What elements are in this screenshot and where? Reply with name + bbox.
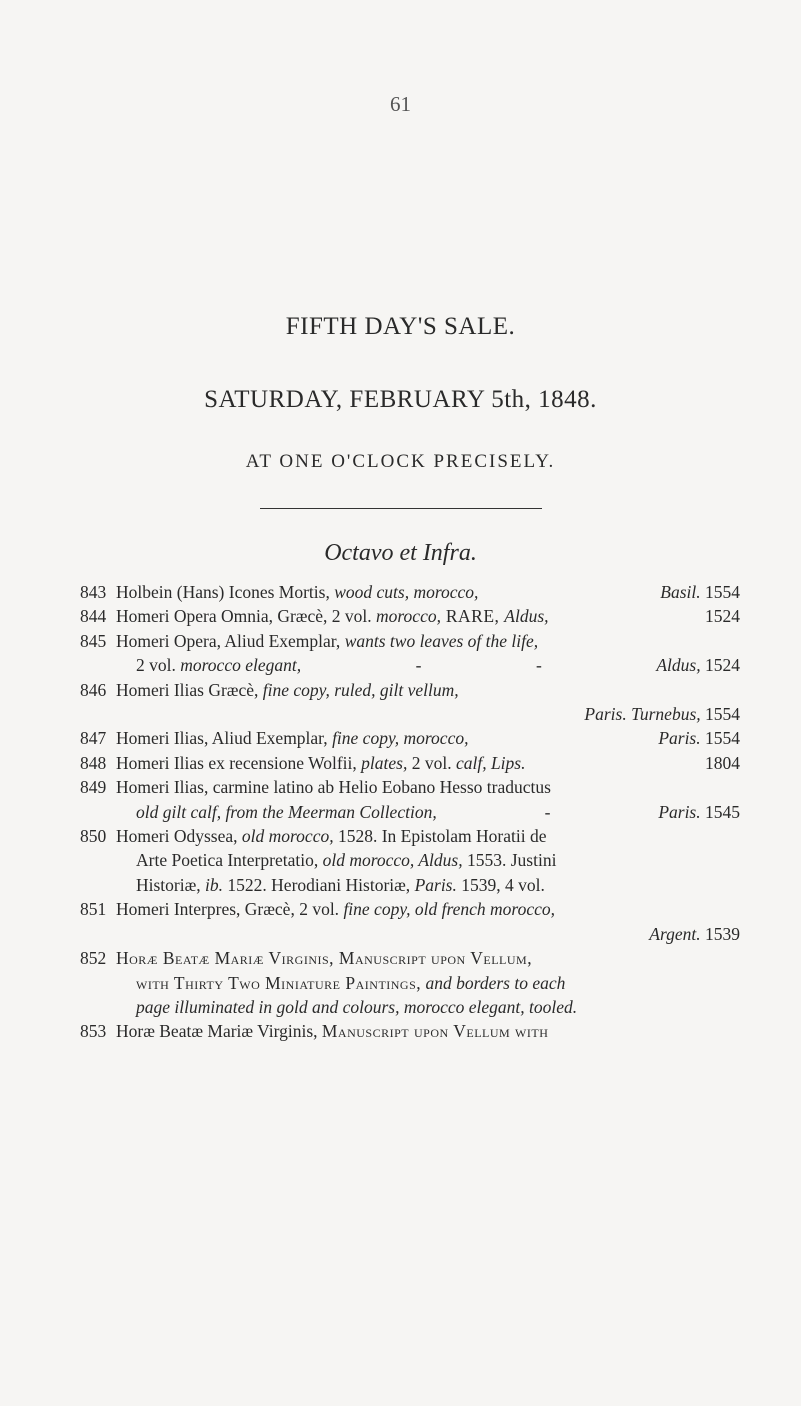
- entry-text: Homeri Odyssea,: [116, 826, 242, 847]
- lot-number: 843: [80, 582, 107, 602]
- entry-text: 1553. Justini: [462, 850, 557, 871]
- entry-line: [116, 946, 740, 970]
- entry-year: 1545: [700, 801, 740, 822]
- entry-line: [116, 971, 740, 995]
- catalogue-entry: [80, 946, 740, 1019]
- catalogue-entry: [80, 751, 740, 775]
- entry-line: [116, 702, 740, 726]
- entry-text: Horæ Beatæ Mariæ Virginis, Manuscript upon Vellum,: [116, 948, 533, 969]
- entry-year: 1804: [705, 752, 740, 773]
- entry-line: [116, 726, 740, 750]
- catalogue-entry: [80, 604, 740, 628]
- entry-text: 1528. In Epistolam Horatii de: [333, 826, 547, 847]
- sale-time: AT ONE O'CLOCK PRECISELY.: [245, 451, 556, 472]
- entry-text: Homeri Ilias Græcè,: [116, 679, 263, 700]
- sale-date: SATURDAY, FEBRUARY 5th, 1848.: [204, 386, 597, 413]
- catalogue-entry: [80, 1019, 740, 1043]
- entry-text: 2 vol.: [136, 655, 181, 676]
- entry-line: [116, 922, 740, 946]
- catalogue-entry: [80, 824, 740, 897]
- catalogue-entry: [80, 775, 740, 824]
- entry-text: 1539, 4 vol.: [456, 874, 545, 895]
- entry-place: Paris.: [658, 801, 701, 822]
- entry-line: [116, 873, 740, 897]
- entry-text: with Thirty Two Miniature Paintings,: [136, 972, 422, 993]
- lot-number: 846: [80, 679, 107, 700]
- divider-rule: [260, 508, 542, 509]
- entry-year: 1554: [700, 704, 740, 725]
- entry-text: Homeri Interpres, Græcè, 2 vol.: [116, 899, 344, 920]
- lot-number: 848: [80, 752, 107, 773]
- lot-number: 845: [80, 630, 107, 651]
- catalogue-entry: [80, 629, 740, 678]
- entry-place: Paris. Turnebus,: [584, 704, 701, 725]
- lot-number: 851: [80, 899, 107, 920]
- entry-printer: Aldus,: [656, 655, 701, 676]
- entry-text: Homeri Opera, Aliud Exemplar,: [116, 630, 345, 651]
- entry-description: calf, Lips.: [455, 752, 526, 773]
- entry-description: wants two leaves of the life,: [344, 630, 539, 651]
- entry-place: Basil.: [660, 582, 701, 602]
- entry-text: Historiæ,: [136, 874, 206, 895]
- entry-year: 1539: [700, 923, 740, 944]
- entry-description: fine copy, old french morocco,: [343, 899, 556, 920]
- catalogue-entry: [80, 726, 740, 750]
- entry-description: plates,: [361, 752, 408, 773]
- entry-place: Paris.: [658, 728, 701, 749]
- catalogue-entry: [80, 897, 740, 946]
- entry-line: [116, 629, 740, 653]
- entry-description: morocco,: [376, 606, 441, 627]
- entry-text: Holbein (Hans) Icones Mortis,: [116, 582, 335, 602]
- entry-year: 1524: [700, 655, 740, 676]
- entry-year: 1524: [705, 606, 740, 627]
- entry-line: [116, 580, 740, 604]
- entry-place: Argent.: [649, 923, 701, 944]
- entry-description: old gilt calf, from the Meerman Collection,: [136, 801, 437, 822]
- entry-dash: -: [535, 655, 542, 676]
- entry-description: old morocco, Aldus,: [322, 850, 463, 871]
- entry-dash: -: [544, 801, 551, 822]
- catalogue-entry: [80, 678, 740, 727]
- lot-number: 847: [80, 728, 107, 749]
- entry-line: [116, 775, 740, 799]
- section-heading: Octavo et Infra.: [324, 540, 477, 566]
- entry-text: Manuscript upon Vellum with: [321, 1021, 549, 1042]
- catalogue-entries: [80, 580, 740, 1044]
- entry-line: [116, 995, 740, 1019]
- sale-title: FIFTH DAY'S SALE.: [285, 313, 516, 340]
- lot-number: 852: [80, 948, 107, 969]
- entry-text: Homeri Ilias, Aliud Exemplar,: [116, 728, 333, 749]
- entry-text: Homeri Ilias, carmine latino ab Helio Eobano Hesso traductus: [116, 777, 551, 798]
- lot-number: 853: [80, 1021, 107, 1042]
- lot-number: 849: [80, 777, 107, 798]
- entry-line: [116, 653, 740, 677]
- entry-place: Paris.: [414, 874, 457, 895]
- entry-line: [116, 800, 740, 824]
- lot-number: 844: [80, 606, 107, 627]
- entry-line: [116, 848, 740, 872]
- entry-text: Homeri Opera Omnia, Græcè, 2 vol.: [116, 606, 376, 627]
- entry-dash: -: [415, 655, 422, 676]
- entry-description: old morocco,: [241, 826, 334, 847]
- entry-line: [116, 678, 740, 702]
- entry-printer: Aldus,: [504, 606, 549, 627]
- entry-line: [116, 824, 740, 848]
- page-number: 61: [390, 92, 411, 116]
- catalogue-entry: [80, 580, 740, 604]
- entry-line: [116, 604, 740, 628]
- entry-line: [116, 751, 740, 775]
- entry-text: Horæ Beatæ Mariæ Virginis,: [116, 1021, 322, 1042]
- entry-text: Homeri Ilias ex recensione Wolfii,: [116, 752, 362, 773]
- entry-line: [116, 1019, 740, 1043]
- entry-description: ib.: [205, 874, 224, 895]
- entry-year: 1554: [700, 728, 740, 749]
- entry-description: page illuminated in gold and colours, morocco elegant, tooled.: [136, 996, 578, 1017]
- entry-description: fine copy, morocco,: [332, 728, 469, 749]
- entry-description: fine copy, ruled, gilt vellum,: [262, 679, 459, 700]
- entry-description: morocco elegant,: [180, 655, 302, 676]
- entry-year: 1554: [700, 582, 740, 602]
- entry-note: RARE,: [440, 606, 505, 627]
- entry-description: wood cuts, morocco,: [334, 582, 479, 602]
- entry-line: [116, 897, 740, 921]
- entry-text: Arte Poetica Interpretatio,: [136, 850, 323, 871]
- entry-text: 2 vol.: [407, 752, 456, 773]
- entry-text: 1522. Herodiani Historiæ,: [223, 874, 415, 895]
- entry-description: and borders to each: [421, 972, 566, 993]
- lot-number: 850: [80, 826, 107, 847]
